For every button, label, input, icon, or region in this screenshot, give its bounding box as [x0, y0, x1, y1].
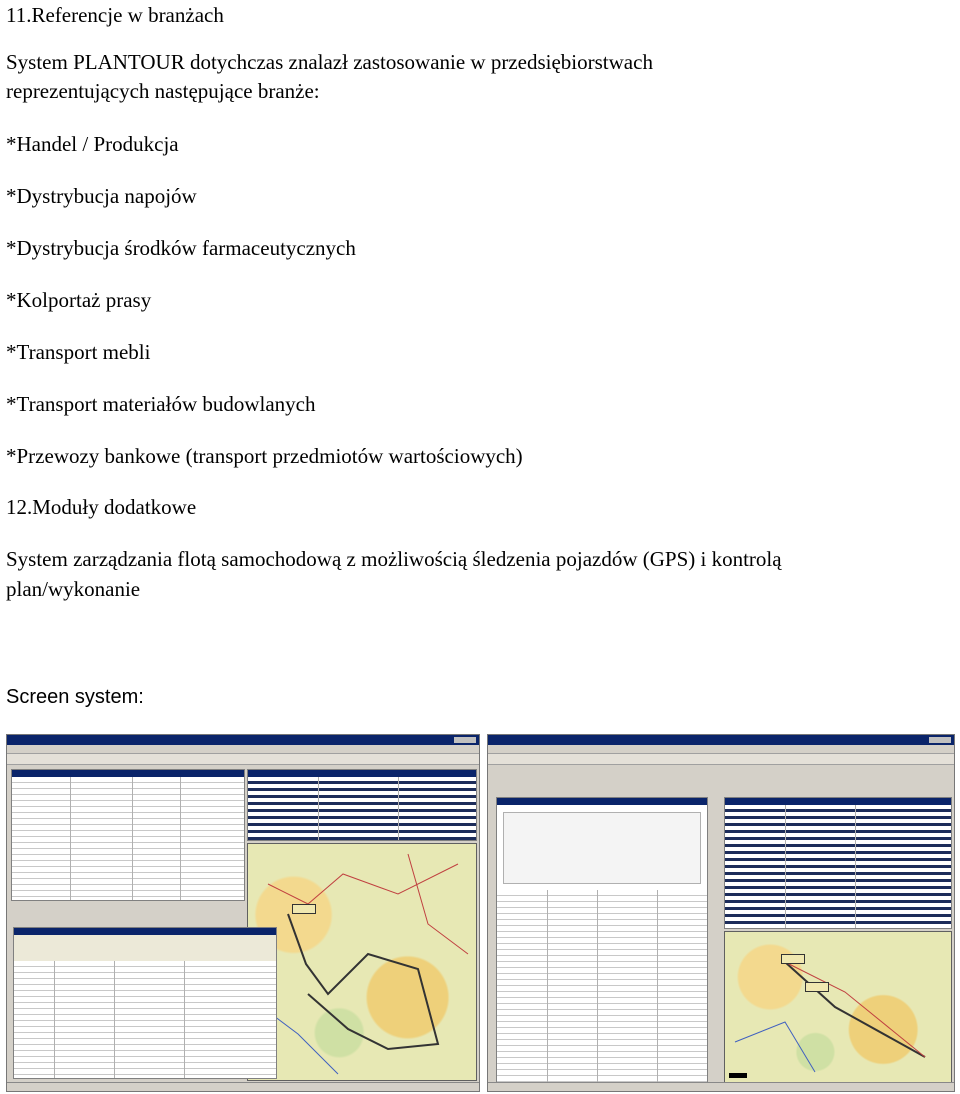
map-label [292, 904, 316, 914]
title-bar [488, 735, 954, 745]
industry-item: *Przewozy bankowe (transport przedmiotów wartościowych) [6, 444, 523, 468]
route-map [247, 843, 477, 1081]
tracking-map [724, 931, 952, 1083]
screenshot-right [487, 734, 955, 1092]
screenshot-left [6, 734, 480, 1092]
status-bar [488, 1082, 954, 1091]
map-label [781, 954, 805, 964]
section-12-text-line-2: plan/wykonanie [6, 577, 141, 601]
toolbar [488, 754, 954, 765]
toolbar [7, 754, 479, 765]
industry-item: *Dystrybucja napojów [6, 184, 197, 208]
map-scale-bar [729, 1073, 747, 1078]
intro-line-1: System PLANTOUR dotychczas znalazł zastosowanie w przedsiębiorstwach [6, 50, 653, 74]
intro-line-2: reprezentujących następujące branże: [6, 79, 320, 103]
details-form [496, 797, 708, 1083]
section-12-text-line-1: System zarządzania flotą samochodową z możliwością śledzenia pojazdów (GPS) i kontrolą [6, 547, 782, 571]
industry-item: *Transport mebli [6, 340, 151, 364]
window-buttons [454, 737, 476, 743]
section-12-heading: 12.Moduły dodatkowe [6, 495, 197, 519]
section-11-heading: 11.Referencje w branżach [6, 3, 224, 27]
orders-table [11, 769, 245, 901]
screens-caption: Screen system: [6, 686, 144, 708]
tracking-map-drawing [725, 932, 951, 1082]
tour-window [13, 927, 277, 1079]
routes-table [247, 769, 477, 841]
vehicles-table [724, 797, 952, 929]
menu-bar [7, 745, 479, 754]
menu-bar [488, 745, 954, 754]
industry-item: *Kolportaż prasy [6, 288, 152, 312]
status-bar [7, 1082, 479, 1091]
industry-item: *Handel / Produkcja [6, 132, 179, 156]
industry-item: *Dystrybucja środków farmaceutycznych [6, 236, 356, 260]
window-buttons [929, 737, 951, 743]
title-bar [7, 735, 479, 745]
route-map-drawing [248, 844, 476, 1080]
industry-item: *Transport materiałów budowlanych [6, 392, 316, 416]
map-label [805, 982, 829, 992]
